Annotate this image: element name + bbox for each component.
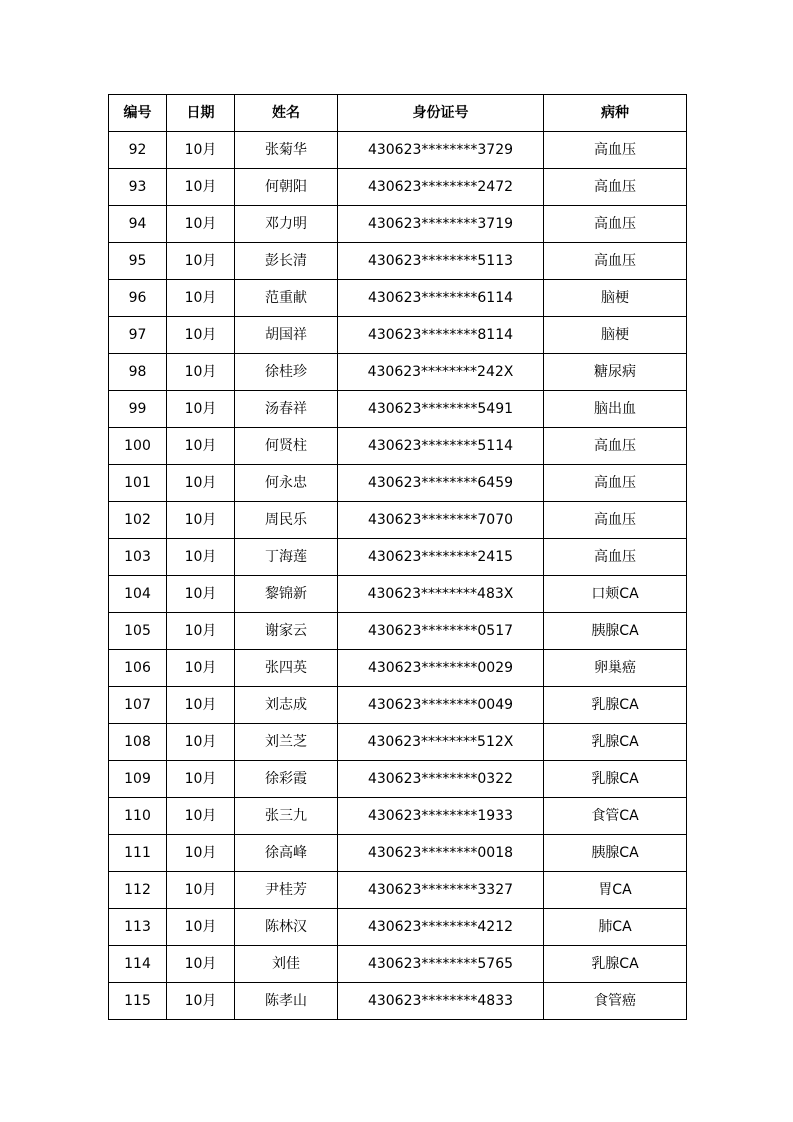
cell-date: 10月 xyxy=(167,132,235,169)
cell-date: 10月 xyxy=(167,761,235,798)
cell-id: 115 xyxy=(109,983,167,1020)
table-row xyxy=(109,243,687,280)
cell-id: 98 xyxy=(109,354,167,391)
table-row xyxy=(109,724,687,761)
cell-date: 10月 xyxy=(167,539,235,576)
cell-disease: 脑梗 xyxy=(544,317,687,354)
table-row xyxy=(109,465,687,502)
cell-date: 10月 xyxy=(167,650,235,687)
cell-disease: 卵巢癌 xyxy=(544,650,687,687)
cell-disease: 高血压 xyxy=(544,132,687,169)
table-header-row xyxy=(109,95,687,132)
cell-id-card: 430623********1933 xyxy=(338,798,544,835)
cell-date: 10月 xyxy=(167,428,235,465)
cell-id-card: 430623********483X xyxy=(338,576,544,613)
table-row xyxy=(109,169,687,206)
table-row xyxy=(109,650,687,687)
cell-disease: 食管癌 xyxy=(544,983,687,1020)
table-row xyxy=(109,909,687,946)
patient-table xyxy=(108,94,687,1020)
cell-id-card: 430623********5114 xyxy=(338,428,544,465)
cell-disease: 糖尿病 xyxy=(544,354,687,391)
cell-date: 10月 xyxy=(167,576,235,613)
cell-disease: 高血压 xyxy=(544,243,687,280)
cell-id: 103 xyxy=(109,539,167,576)
table-row xyxy=(109,946,687,983)
cell-date: 10月 xyxy=(167,724,235,761)
cell-name: 彭长清 xyxy=(235,243,338,280)
cell-id-card: 430623********4212 xyxy=(338,909,544,946)
cell-date: 10月 xyxy=(167,798,235,835)
cell-date: 10月 xyxy=(167,872,235,909)
cell-disease: 高血压 xyxy=(544,428,687,465)
table-row xyxy=(109,317,687,354)
cell-id: 108 xyxy=(109,724,167,761)
cell-id-card: 430623********0322 xyxy=(338,761,544,798)
cell-date: 10月 xyxy=(167,354,235,391)
table-row xyxy=(109,872,687,909)
cell-disease: 胃CA xyxy=(544,872,687,909)
cell-date: 10月 xyxy=(167,909,235,946)
header-name: 姓名 xyxy=(235,95,338,132)
cell-id-card: 430623********3719 xyxy=(338,206,544,243)
cell-name: 何永忠 xyxy=(235,465,338,502)
cell-disease: 肺CA xyxy=(544,909,687,946)
cell-disease: 高血压 xyxy=(544,206,687,243)
cell-id-card: 430623********0018 xyxy=(338,835,544,872)
cell-disease: 胰腺CA xyxy=(544,835,687,872)
cell-name: 陈林汉 xyxy=(235,909,338,946)
cell-id-card: 430623********5113 xyxy=(338,243,544,280)
table-row xyxy=(109,280,687,317)
table-row xyxy=(109,576,687,613)
header-disease: 病种 xyxy=(544,95,687,132)
cell-id-card: 430623********0029 xyxy=(338,650,544,687)
cell-date: 10月 xyxy=(167,280,235,317)
cell-name: 范重献 xyxy=(235,280,338,317)
table-row xyxy=(109,687,687,724)
cell-disease: 食管CA xyxy=(544,798,687,835)
cell-id: 95 xyxy=(109,243,167,280)
cell-disease: 高血压 xyxy=(544,539,687,576)
cell-date: 10月 xyxy=(167,206,235,243)
cell-name: 陈孝山 xyxy=(235,983,338,1020)
cell-id-card: 430623********5765 xyxy=(338,946,544,983)
cell-disease: 脑出血 xyxy=(544,391,687,428)
cell-disease: 口颊CA xyxy=(544,576,687,613)
cell-name: 徐高峰 xyxy=(235,835,338,872)
cell-name: 黎锦新 xyxy=(235,576,338,613)
cell-id: 102 xyxy=(109,502,167,539)
header-date: 日期 xyxy=(167,95,235,132)
cell-id-card: 430623********2472 xyxy=(338,169,544,206)
cell-name: 谢家云 xyxy=(235,613,338,650)
cell-id-card: 430623********6459 xyxy=(338,465,544,502)
cell-name: 周民乐 xyxy=(235,502,338,539)
cell-disease: 脑梗 xyxy=(544,280,687,317)
cell-id: 113 xyxy=(109,909,167,946)
header-id-card: 身份证号 xyxy=(338,95,544,132)
cell-disease: 胰腺CA xyxy=(544,613,687,650)
table-row xyxy=(109,983,687,1020)
cell-id: 94 xyxy=(109,206,167,243)
cell-id: 109 xyxy=(109,761,167,798)
cell-name: 刘佳 xyxy=(235,946,338,983)
cell-name: 何贤柱 xyxy=(235,428,338,465)
cell-id: 111 xyxy=(109,835,167,872)
cell-id: 96 xyxy=(109,280,167,317)
cell-id: 114 xyxy=(109,946,167,983)
table-row xyxy=(109,428,687,465)
cell-disease: 高血压 xyxy=(544,169,687,206)
cell-id-card: 430623********512X xyxy=(338,724,544,761)
table-row xyxy=(109,206,687,243)
cell-date: 10月 xyxy=(167,946,235,983)
cell-disease: 乳腺CA xyxy=(544,687,687,724)
cell-disease: 高血压 xyxy=(544,502,687,539)
cell-id: 106 xyxy=(109,650,167,687)
cell-disease: 高血压 xyxy=(544,465,687,502)
cell-date: 10月 xyxy=(167,983,235,1020)
cell-date: 10月 xyxy=(167,465,235,502)
cell-name: 张四英 xyxy=(235,650,338,687)
table-row xyxy=(109,391,687,428)
cell-date: 10月 xyxy=(167,317,235,354)
table-body xyxy=(109,132,687,1020)
cell-id-card: 430623********5491 xyxy=(338,391,544,428)
cell-name: 汤春祥 xyxy=(235,391,338,428)
cell-name: 张菊华 xyxy=(235,132,338,169)
cell-disease: 乳腺CA xyxy=(544,761,687,798)
cell-date: 10月 xyxy=(167,169,235,206)
cell-id-card: 430623********7070 xyxy=(338,502,544,539)
header-id: 编号 xyxy=(109,95,167,132)
cell-name: 邓力明 xyxy=(235,206,338,243)
cell-name: 徐彩霞 xyxy=(235,761,338,798)
cell-name: 丁海莲 xyxy=(235,539,338,576)
cell-id: 93 xyxy=(109,169,167,206)
cell-name: 张三九 xyxy=(235,798,338,835)
cell-id-card: 430623********8114 xyxy=(338,317,544,354)
table-row xyxy=(109,761,687,798)
table-row xyxy=(109,132,687,169)
table-row xyxy=(109,354,687,391)
cell-id-card: 430623********4833 xyxy=(338,983,544,1020)
cell-id: 101 xyxy=(109,465,167,502)
cell-id: 99 xyxy=(109,391,167,428)
cell-date: 10月 xyxy=(167,613,235,650)
cell-name: 刘志成 xyxy=(235,687,338,724)
cell-id: 92 xyxy=(109,132,167,169)
cell-name: 胡国祥 xyxy=(235,317,338,354)
cell-id: 110 xyxy=(109,798,167,835)
cell-id-card: 430623********2415 xyxy=(338,539,544,576)
cell-id: 100 xyxy=(109,428,167,465)
cell-date: 10月 xyxy=(167,687,235,724)
cell-id: 112 xyxy=(109,872,167,909)
cell-name: 刘兰芝 xyxy=(235,724,338,761)
table-row xyxy=(109,798,687,835)
table-row xyxy=(109,613,687,650)
table-row xyxy=(109,835,687,872)
cell-id: 97 xyxy=(109,317,167,354)
cell-id-card: 430623********242X xyxy=(338,354,544,391)
cell-id-card: 430623********3327 xyxy=(338,872,544,909)
cell-name: 何朝阳 xyxy=(235,169,338,206)
cell-id-card: 430623********0517 xyxy=(338,613,544,650)
cell-date: 10月 xyxy=(167,835,235,872)
cell-id: 107 xyxy=(109,687,167,724)
cell-name: 徐桂珍 xyxy=(235,354,338,391)
cell-id-card: 430623********6114 xyxy=(338,280,544,317)
cell-disease: 乳腺CA xyxy=(544,946,687,983)
cell-id-card: 430623********0049 xyxy=(338,687,544,724)
cell-name: 尹桂芳 xyxy=(235,872,338,909)
cell-id-card: 430623********3729 xyxy=(338,132,544,169)
table-row xyxy=(109,539,687,576)
cell-disease: 乳腺CA xyxy=(544,724,687,761)
table-row xyxy=(109,502,687,539)
cell-id: 104 xyxy=(109,576,167,613)
cell-id: 105 xyxy=(109,613,167,650)
cell-date: 10月 xyxy=(167,243,235,280)
cell-date: 10月 xyxy=(167,502,235,539)
cell-date: 10月 xyxy=(167,391,235,428)
